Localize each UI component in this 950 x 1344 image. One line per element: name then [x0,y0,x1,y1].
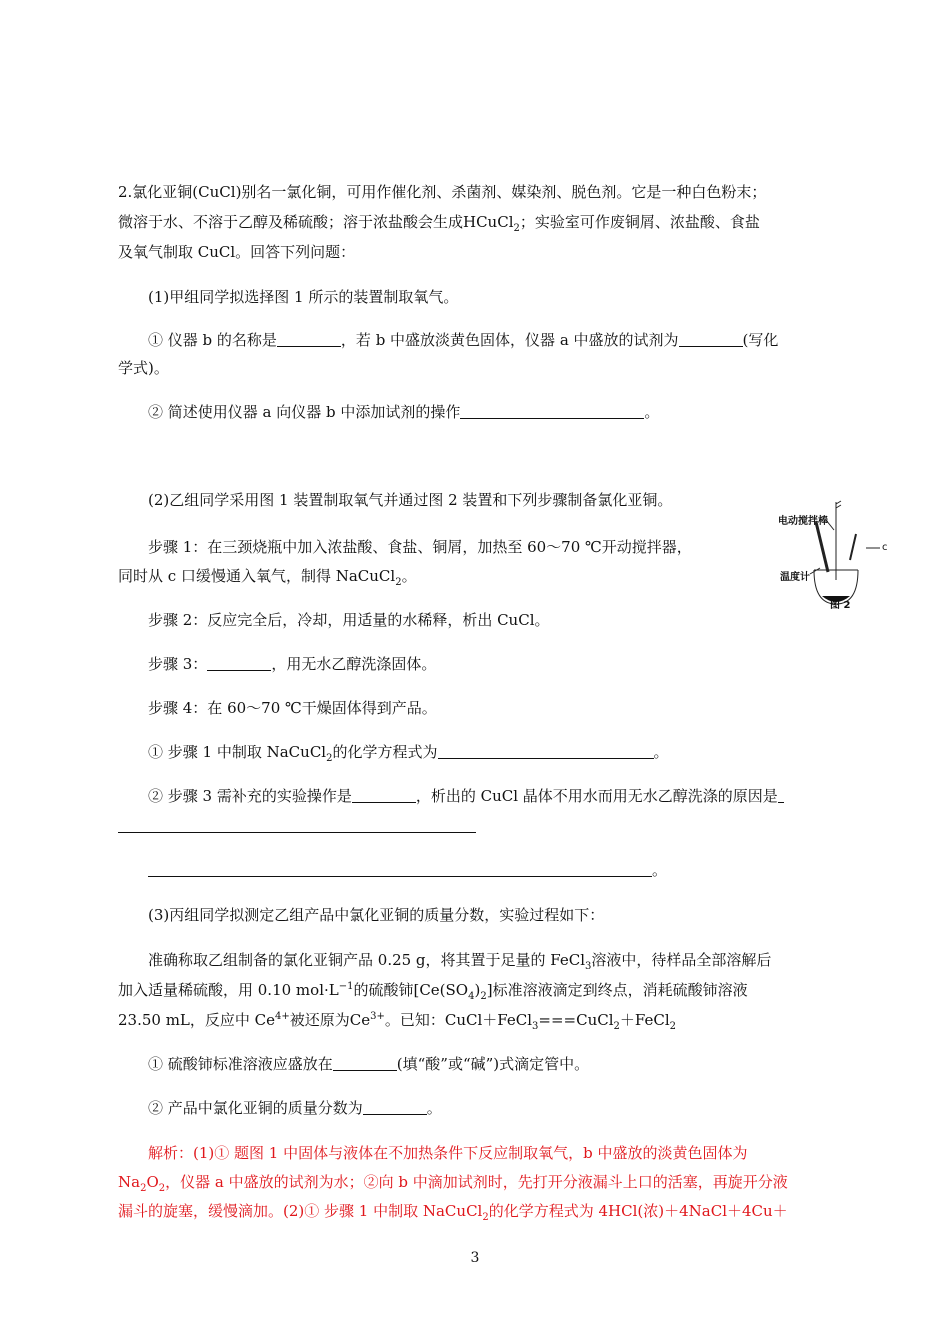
analysis-line-3: 漏斗的旋塞，缓慢滴加。(2)① 步骤 1 中制取 NaCuCl$_2$的化学方程式为 4HCl(浓)＋4NaCl＋4Cu＋ [118,1202,788,1223]
part3-body-3: 23.50 mL，反应中 $Ce^{4+}$被还原为$Ce^{3+}$。已知：CuCl＋FeCl$_3$===CuCl$_2$＋FeCl$_2$ [118,1011,677,1032]
part2-step1: 步骤 1：在三颈烧瓶中加入浓盐酸、食盐、铜屑，加热至 60～70 ℃开动搅拌器， [148,538,692,556]
part2-step1-cont: 同时从 c 口缓慢通入氧气，制得 NaCuCl$_2$。 [118,567,417,588]
answer-blank[interactable] [118,818,476,833]
answer-blank[interactable] [352,788,416,803]
page-number: 3 [470,1250,480,1266]
label-stirrer: 电动搅拌棒 [778,516,828,527]
part2-step2: 步骤 2：反应完全后，冷却，用适量的水稀释，析出 CuCl。 [148,611,550,629]
part3-stem: (3)丙组同学拟测定乙组产品中氯化亚铜的质量分数，实验过程如下： [148,906,605,924]
answer-blank[interactable] [778,788,784,803]
part1-q1-cont: 学式)。 [118,359,169,377]
answer-blank[interactable] [277,332,341,347]
stirrer-motor-mark [836,501,841,508]
analysis-line-1: 解析：(1)① 题图 1 中固体与液体在不加热条件下反应制取氧气，b 中盛放的淡黄色固体为 [148,1144,748,1162]
intro-line-2: 微溶于水、不溶于乙醇及稀硫酸；溶于浓盐酸会生成HCuCl$_2$；实验室可作废铜屑、浓盐酸、食盐 [118,213,760,234]
part2-stem: (2)乙组同学采用图 1 装置制取氧气并通过图 2 装置和下列步骤制备氯化亚铜。 [148,491,673,509]
part1-q1: ① 仪器 b 的名称是 ，若 b 中盛放淡黄色固体，仪器 a 中盛放的试剂为 (写化 [148,331,779,349]
thermometer [816,522,828,572]
part1-q2: ② 简述使用仪器 a 向仪器 b 中添加试剂的操作 。 [148,403,660,421]
figure-caption: 图 2 [830,600,851,611]
part3-qb: ② 产品中氯化亚铜的质量分数为 。 [148,1099,442,1117]
part3-body-1: 准确称取乙组制备的氯化亚铜产品 0.25 g，将其置于足量的 FeCl$_3$溶液中，待样品全部溶解后 [148,951,772,972]
label-c: c [882,542,888,553]
leader-thermometer [810,568,820,574]
part2-qa: ① 步骤 1 中制取 NaCuCl$_2$的化学方程式为 。 [148,743,669,764]
part2-step4: 步骤 4：在 60～70 ℃干燥固体得到产品。 [148,699,437,717]
answer-blank[interactable] [679,332,743,347]
part3-qa: ① 硫酸铈标准溶液应盛放在 (填“酸”或“碱”)式滴定管中。 [148,1055,590,1073]
part1-stem: (1)甲组同学拟选择图 1 所示的装置制取氧气。 [148,288,459,306]
part3-body-2: 加入适量稀硫酸，用 0.10 $mol\cdot L^{-1}$的硫酸铈$[Ce(SO_4)_2]$标准溶液滴定到终点，消耗硫酸铈溶液 [118,981,748,1002]
part2-qb-cont: 。 [148,860,667,880]
figure-2-apparatus [770,500,900,615]
answer-blank[interactable] [333,1056,397,1071]
answer-blank[interactable] [363,1100,427,1115]
gas-inlet-tube [850,534,856,560]
analysis-line-2: $Na_2O_2$，仪器 a 中盛放的试剂为水；②向 b 中滴加试剂时，先打开分液漏斗上口的活塞，再旋开分液 [118,1173,788,1194]
answer-blank[interactable] [148,862,652,877]
part2-qb: ② 步骤 3 需补充的实验操作是 ，析出的 CuCl 晶体不用水而用无水乙醇洗涤的原因是 [148,786,784,806]
intro-line-1: 2.氯化亚铜(CuCl)别名一氯化铜，可用作催化剂、杀菌剂、媒染剂、脱色剂。它是一种白色粉末； [118,183,767,201]
answer-blank[interactable] [460,404,644,419]
label-thermometer: 温度计 [780,572,810,583]
intro-line-3: 及氧气制取 CuCl。回答下列问题： [118,243,356,261]
answer-blank[interactable] [207,656,271,671]
answer-blank[interactable] [438,744,654,759]
part2-step3: 步骤 3： ，用无水乙醇洗涤固体。 [148,655,437,673]
